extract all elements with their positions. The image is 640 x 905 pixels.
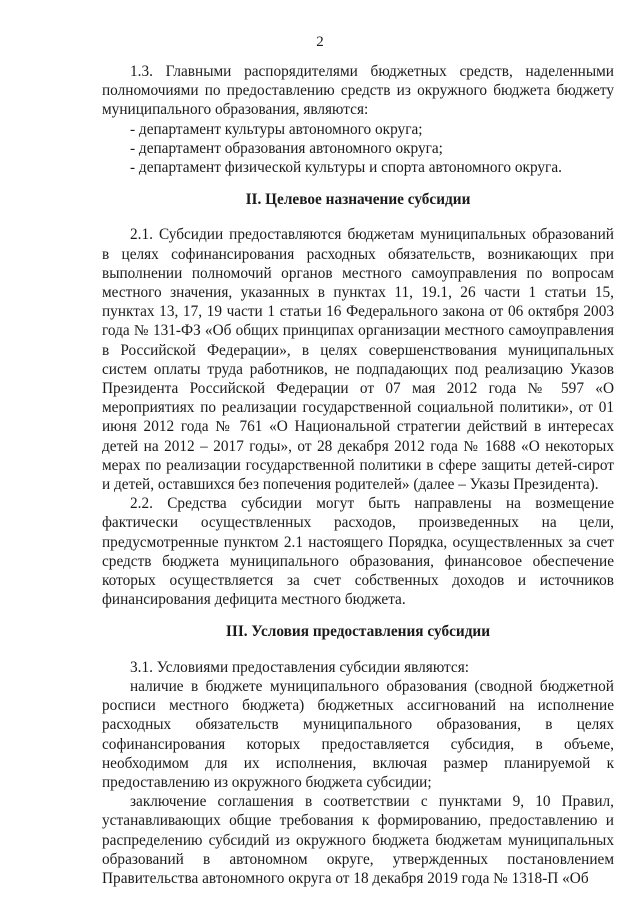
list-item-education: - департамент образования автономного округа; bbox=[130, 139, 443, 157]
paragraph-2-1: 2.1. Субсидии предоставляются бюджетам муниципальных образований в целях софинансирования расходных обязательств, возникающих при выполнении полномочий органов местного самоуправления по вопросам местного значения, указанных в пунктах 11, 19.1, 26 части 1 статьи 15, пунктах 13, 17, 19 части 1 статьи 16 Федерального закона от 06 октября 2003 года № 131-ФЗ «Об общих принципах организации местного самоуправления в Российской Федерации», в целях совершенствования муниципальных систем оплаты труда работников, не подпадающих под реализацию Указов Президента Российской Федерации от 07 мая 2012 года № 597 «О мероприятиях по реализации государственной социальной политики», от 01 июня 2012 года № 761 «О Национальной стратегии действий в интересах детей на 2012 – 2017 годы», от 28 декабря 2012 года № 1688 «О некоторых мерах по реализации государственной политики в сфере защиты детей-сирот и детей, оставшихся без попечения родителей» (далее – Указы Президента). bbox=[102, 226, 614, 494]
paragraph-3-1: 3.1. Условиями предоставления субсидии являются: bbox=[130, 658, 470, 676]
paragraph-1-3: 1.3. Главными распорядителями бюджетных средств, наделенными полномочиями по предоставлению средств из окружного бюджета бюджету муниципального образования, являются: bbox=[102, 63, 614, 119]
page-number: 2 bbox=[316, 34, 324, 50]
section-3-title: III. Условия предоставления субсидии bbox=[225, 623, 491, 641]
document-body bbox=[102, 62, 614, 888]
paragraph-3-1-condition-agreement: заключение соглашения в соответствии с пунктами 9, 10 Правил, устанавливающих общие требования к формированию, предоставлению и распределению субсидий из окружного бюджета бюджетам муниципальных образований в автономном округе, утвержденных постановлением Правительства автономного округа от 18 декабря 2019 года № 1318-П «Об bbox=[102, 793, 614, 887]
list-item-culture: - департамент культуры автономного округа; bbox=[130, 120, 423, 138]
list-item-sport: - департамент физической культуры и спорта автономного округа. bbox=[130, 159, 562, 177]
paragraph-2-2: 2.2. Средства субсидии могут быть направлены на возмещение фактически осуществленных расходов, произведенных на цели, предусмотренные пунктом 2.1 настоящего Порядка, осуществленных за счет средств бюджета муниципального образования, финансовое обеспечение которых осуществляется за счет собственных доходов и источников финансирования дефицита местного бюджета. bbox=[102, 495, 614, 609]
paragraph-3-1-condition-budget: наличие в бюджете муниципального образования (сводной бюджетной росписи местного бюджета) бюджетных ассигнований на исполнение расходных обязательств муниципального образования, в целях софинансирования которых предоставляется субсидия, в объеме, необходимом для их исполнения, включая размер планируемой к предоставлению из окружного бюджета субсидии; bbox=[102, 677, 614, 791]
section-2-title: II. Целевое назначение субсидии bbox=[245, 191, 471, 209]
